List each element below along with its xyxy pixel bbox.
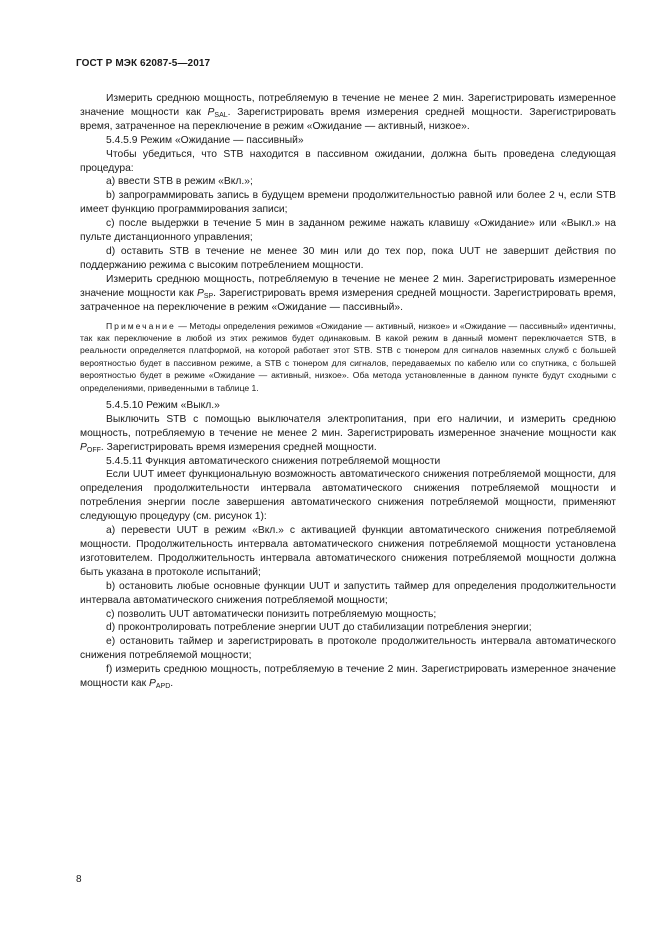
- symbol: P: [149, 678, 156, 690]
- symbol: P: [196, 287, 204, 299]
- text: Выключить STB с помощью выключателя электропитания, при его наличии, и измерить среднюю мощность, потребляемую в течение не менее 2 мин. Зарегистрировать измеренное значение мощности как: [80, 413, 616, 439]
- paragraph-off-mode: [80, 413, 616, 455]
- list-item: e) остановить таймер и зарегистрировать в протоколе продолжительность интервала автоматического снижения потребляемой мощности;: [80, 636, 616, 662]
- paragraph-apd-intro: Если UUT имеет функциональную возможность автоматического снижения потребляемой мощности, для определения продолжительности интервала автоматического снижения потребляемой мощности и потребления энергии после завершения автоматического снижения потребляемой мощности, применяют следующую процедуру (см. рисунок 1):: [80, 469, 616, 523]
- list-item: c) после выдержки в течение 5 мин в заданном режиме нажать клавишу «Ожидание» или «Выкл.» на пульте дистанционного управления;: [80, 218, 616, 244]
- list-item: a) перевести UUT в режим «Вкл.» с активацией функции автоматического снижения потребляемой мощности. Продолжительность интервала автоматического снижения потребляемой мощности установлена изготовителем. Продолжительность интервала автоматического снижения потребляемой мощности должна быть указана в протоколе испытаний;: [80, 525, 616, 578]
- text: Измерить среднюю мощность, потребляемую в течение не менее 2 мин. Зарегистрировать измеренное значение мощности как: [80, 273, 616, 299]
- page-number: 8: [76, 874, 82, 885]
- list-item: d) проконтролировать потребление энергии UUT до стабилизации потребления энергии;: [106, 622, 532, 634]
- list-item: d) оставить STB в течение не менее 30 мин или до тех пор, пока UUT не завершит действия по поддержанию режима с высоким потреблением мощности.: [80, 245, 616, 271]
- note-dash: —: [175, 320, 190, 331]
- list-item: b) запрограммировать запись в будущем времени продолжительностью равной или более 2 ч, если STB имеет функцию программирования записи;: [80, 190, 616, 216]
- list-item: [80, 663, 616, 691]
- paragraph-measure-sp: [80, 273, 616, 315]
- note-text: Методы определения режимов «Ожидание — активный, низкое» и «Ожидание — пассивный» идентичны, так как переключение в любой из этих режимов будет одинаковым. В какой режим в данный момент переключается STB, в реальности определяется платформой, на которой работает этот STB. STB с тюнером для сигналов наземных служб с большей вероятностью будет в пассивном режиме, а STB с тюнером для сигналов, передаваемых по кабелю или со спутника, с большей вероятностью будет в режиме «Ожидание — активный, низкое». Оба метода установленные в данном пункте будут сходными с определениями, приведенными в таблице 1.: [80, 320, 616, 393]
- text: Измерить среднюю мощность, потребляемую в течение не менее 2 мин. Зарегистрировать измеренное значение мощности как: [80, 93, 616, 118]
- paragraph-procedure-intro: Чтобы убедиться, что STB находится в пассивном ожидании, должна быть проведена следующая процедура:: [80, 148, 616, 174]
- note: [80, 320, 616, 394]
- subscript: OFF: [86, 446, 101, 454]
- list-item: a) ввести STB в режим «Вкл.»;: [106, 176, 253, 188]
- paragraph-measure-sal: [80, 92, 616, 134]
- list-item: c) позволить UUT автоматически понизить потребляемую мощность;: [106, 608, 437, 620]
- text: . Зарегистрировать время измерения средней мощности. Зарегистрировать время, затраченное на переключение в режим «Ожидание — активный, низкое».: [80, 106, 616, 132]
- document-body: [80, 92, 616, 691]
- list-item: b) остановить любые основные функции UUT и запустить таймер для определения продолжительности интервала автоматического снижения потребляемой мощности;: [80, 580, 616, 606]
- subscript: SP: [203, 292, 214, 300]
- symbol: P: [80, 441, 87, 453]
- text: f) измерить среднюю мощность, потребляемую в течение 2 мин. Зарегистрировать измеренное значение мощности как: [80, 664, 616, 690]
- section-heading-54511: 5.4.5.11 Функция автоматического снижения потребляемой мощности: [106, 455, 441, 467]
- document-header: ГОСТ Р МЭК 62087-5—2017: [76, 58, 211, 69]
- text: . Зарегистрировать время измерения средней мощности. Зарегистрировать время, затраченное на переключение в режим «Ожидание — пассивный».: [80, 287, 616, 313]
- subscript: APD: [155, 683, 171, 691]
- symbol: P: [207, 106, 215, 118]
- text: . Зарегистрировать время измерения средней мощности.: [100, 441, 377, 453]
- subscript: SAL: [214, 111, 228, 119]
- section-heading-54510: 5.4.5.10 Режим «Выкл.»: [106, 399, 220, 411]
- note-label: Примечание: [106, 320, 176, 331]
- text: .: [170, 678, 174, 690]
- section-heading-5459: 5.4.5.9 Режим «Ожидание — пассивный»: [106, 134, 304, 146]
